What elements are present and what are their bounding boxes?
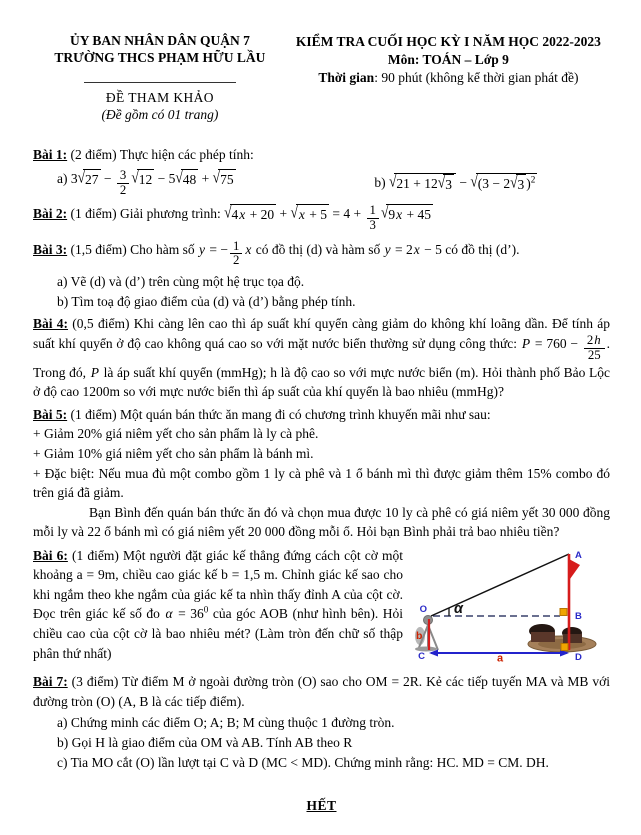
exam-body — [33, 145, 610, 816]
length-label-b: b — [416, 629, 423, 642]
flag-icon — [569, 559, 580, 579]
problem-2-heading: Bài 2: (1 điểm) Giải phương trình: √ 4x + 20 + √ x + 5 = 4 + $\frac{1}{3}$ √ 9x + 45 — [33, 204, 610, 233]
exam-duration-value: : 90 phút (không kể thời gian phát đề) — [374, 70, 579, 86]
problem-7-item-b: b) Gọi H là giao điểm của OM và AB. Tính AB theo R — [57, 735, 353, 750]
problem-1-item-a: a) 3 √ 27 − $\frac{3}{2}$ √ 12 − 5 √ 48 + √ 75 — [57, 169, 374, 198]
point-label-B: B — [575, 610, 582, 622]
header-right — [287, 33, 610, 88]
end-label: HẾT — [306, 798, 337, 814]
org-line-2: TRƯỜNG THCS PHẠM HỮU LẦU — [54, 49, 266, 65]
problem-3-item-b: b) Tìm toạ độ giao điểm của (d) và (d’) bằng phép tính. — [57, 293, 356, 309]
doc-type-title: ĐỀ THAM KHẢO — [105, 89, 214, 105]
right-angle-marker-D — [561, 643, 568, 650]
point-label-O: O — [419, 603, 427, 615]
exam-duration-label: Thời gian — [318, 70, 375, 86]
problem-5-line-2: + Giảm 10% giá niêm yết cho sản phẩm là bánh mì. — [33, 445, 314, 461]
header-divider — [84, 82, 236, 83]
problem-1-items — [33, 169, 610, 198]
problem-7-item-c: c) Tia MO cắt (O) lần lượt tại C và D (MC < MD). Chứng minh rằng: HC. MD = CM. DH. — [57, 754, 549, 770]
problem-1-item-b: b) √ 21 + 12 √ 3 − √ (3 − 2 √ 3 )$^2$ — [374, 173, 610, 195]
problem-6-block — [33, 546, 610, 670]
problem-5-heading: Bài 5: (1 điểm) Một quán bán thức ăn mang đi có chương trình khuyến mãi như sau: — [33, 406, 491, 422]
problem-7-item-a: a) Chứng minh các điểm O; A; B; M cùng thuộc 1 đường tròn. — [57, 715, 395, 731]
right-angle-marker-B — [560, 608, 567, 615]
problem-7-heading: Bài 7: (3 điểm) Từ điểm M ở ngoài đường tròn (O) sao cho OM = 2R. Kẻ các tiếp tuyến MA và MB với đường tròn (O) (A, B là các tiếp điểm). — [33, 674, 610, 709]
exam-title: KIỂM TRA CUỐI HỌC KỲ I NĂM HỌC 2022-2023 — [295, 34, 601, 49]
problem-3-heading: Bài 3: (1,5 điểm) Cho hàm số y = − $\frac{1}{2}$ x có đồ thị (d) và hàm số y = 2x − 5 có đồ thị (d’). — [33, 238, 520, 268]
point-label-A: A — [575, 549, 582, 561]
point-label-C: C — [418, 650, 425, 662]
problem-3-item-a: a) Vẽ (d) và (d’) trên cùng một hệ trục tọa độ. — [57, 274, 305, 290]
theodolite-flagpole-diagram — [412, 548, 610, 662]
problem-5-closing: Bạn Bình đến quán bán thức ăn đó và chọn mua được 10 ly cà phê có giá niêm yết 30 000 đồng mỗi ly và 22 ổ bánh mì có giá niêm yết 20 000 đồng mỗi ổ. Hỏi bạn Bình phải trả bao nhiêu tiền? — [33, 504, 610, 540]
sight-line-OA — [431, 554, 569, 616]
problem-5-line-3: + Đặc biệt: Nếu mua đủ một combo gồm 1 ly cà phê và 1 ổ bánh mì thì được giảm thêm 15% combo đó trên giá đã giảm. — [33, 465, 610, 501]
problem-6-figure — [412, 548, 610, 668]
header-left — [33, 33, 287, 124]
exam-duration — [287, 69, 610, 87]
end-marker — [33, 796, 610, 816]
doc-page-note: (Đề gồm có 01 trang) — [101, 106, 219, 122]
angle-label-alpha: α — [454, 600, 463, 617]
problem-4-body: Bài 4: (0,5 điểm) Khi càng lên cao thì áp suất khí quyển càng giảm do không khí loãng dần. Để tính áp suất khí quyển ở độ cao không quá cao so với mặt nước biển thường sử dụng công thức: P = 760 − $\frac{2h}{25}$ . Trong đó, P là áp suất khí quyển (mmHg); h là độ cao so với mực nước biển (m). Hỏi thành phố Bảo Lộc ở độ cao 1200m so với mực nước biển thì áp suất của khí quyển là bao nhiêu (mmHg)? — [33, 316, 610, 400]
point-label-D: D — [575, 651, 582, 662]
exam-subject: Môn: TOÁN – Lớp 9 — [387, 52, 509, 68]
length-label-a: a — [496, 652, 504, 662]
problem-5-line-1: + Giảm 20% giá niêm yết cho sản phẩm là ly cà phê. — [33, 426, 319, 442]
problem-1-heading: Bài 1: (2 điểm) Thực hiện các phép tính: — [33, 146, 254, 162]
problem-6-body: Bài 6: (1 điểm) Một người đặt giác kế thẳng đứng cách cột cờ một khoảng a = 9m, chiều cao giác kế b = 1,5 m. Chỉnh giác kế sao cho khi ngắm theo khe ngắm của giác kế ta nhìn thấy đỉnh A của cột cờ. Đọc trên giác kế số đo $\alpha = 36^0$ của góc AOB (như hình bên). Hỏi chiều cao của cột cờ là bao nhiêu mét? (Làm tròn đến chữ số thập phân thứ nhất) — [33, 547, 403, 661]
header — [33, 33, 610, 124]
org-line-1: ỦY BAN NHÂN DÂN QUẬN 7 — [70, 33, 250, 48]
